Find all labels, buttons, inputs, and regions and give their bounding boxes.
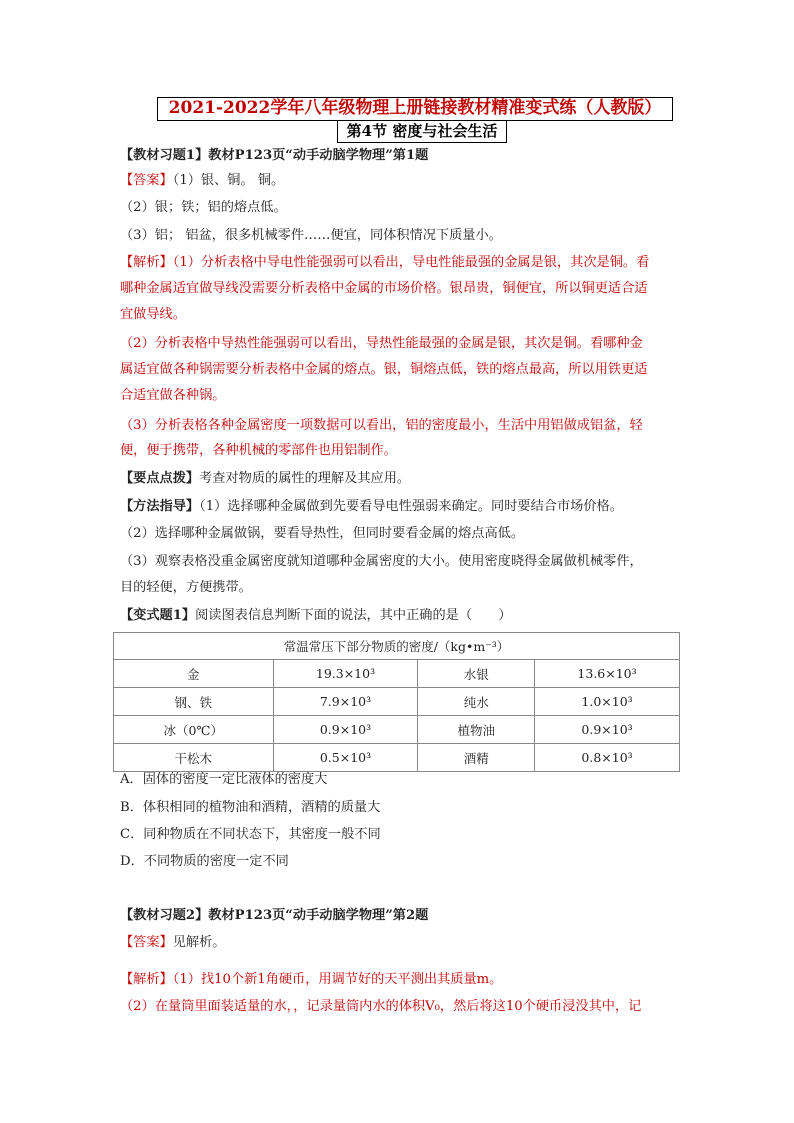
- table-cell: 1.0×10³: [535, 688, 680, 716]
- table-cell: 水银: [418, 660, 535, 688]
- table-row: [114, 660, 680, 688]
- method-line: 目的轻便，方便携带。: [120, 580, 252, 595]
- analysis-line: （3）分析表格各种金属密度一项数据可以看出，铝的密度最小，生活中用铝做成铝盆，轻: [120, 418, 643, 433]
- table-row: [114, 744, 680, 772]
- variant-1-tag: 【变式题1】: [120, 608, 196, 623]
- table-cell: 0.8×10³: [535, 744, 680, 772]
- table-cell: 19.3×10³: [273, 660, 418, 688]
- table-cell: 7.9×10³: [273, 688, 418, 716]
- analysis-line: 属适宜做各种锅需要分析表格中金属的熔点。银，铜熔点低，铁的熔点最高，所以用铁更适: [120, 362, 648, 377]
- table-cell: 植物油: [418, 716, 535, 744]
- exercise-1-heading: 【教材习题1】教材P123页“动手动脑学物理”第1题: [120, 148, 429, 163]
- table-cell: 金: [114, 660, 274, 688]
- analysis-tag: 【解析】: [120, 972, 173, 987]
- analysis-line: [120, 970, 680, 990]
- answer-line: （3）铝； 铝盆，很多机械零件……便宜，同体积情况下质量小。: [120, 228, 502, 243]
- answer-tag: 【答案】: [120, 173, 173, 188]
- method-line: （2）选择哪种金属做锅，要看导热性，但同时要看金属的熔点高低。: [120, 526, 525, 541]
- table-cell: 酒精: [418, 744, 535, 772]
- analysis-text: （1）分析表格中导电性能强弱可以看出，导电性能最强的金属是银，其次是铜。看: [172, 255, 650, 270]
- answer-text: （1）银、铜。 铜。: [172, 173, 285, 188]
- key-points-text: 考查对物质的属性的理解及其应用。: [199, 471, 411, 486]
- table-cell: 冰（0℃）: [114, 716, 274, 744]
- table-cell: 纯水: [418, 688, 535, 716]
- analysis-text: （1）找10个新1角硬币，用调节好的天平测出其质量m。: [172, 972, 503, 987]
- analysis-line: （2）在量筒里面装适量的水，，记录量筒内水的体积V₀，然后将这10个硬币浸没其中，记: [120, 999, 642, 1014]
- density-table-title: 常温常压下部分物质的密度/（kg•m⁻³）: [114, 633, 680, 660]
- table-cell: 干松木: [114, 744, 274, 772]
- density-table: [113, 632, 680, 772]
- method-line: [120, 497, 680, 517]
- document-title: 2021-2022学年八年级物理上册链接教材精准变式练（人教版）: [157, 97, 673, 121]
- key-points-tag: 【要点点拨】: [120, 471, 200, 486]
- answer-line: [120, 933, 680, 953]
- method-tag: 【方法指导】: [120, 499, 200, 514]
- option-c: C．同种物质在不同状态下，其密度一般不同: [120, 827, 381, 842]
- variant-1-text: 阅读图表信息判断下面的说法，其中正确的是（ ）: [195, 608, 512, 623]
- table-row: [114, 688, 680, 716]
- analysis-line: 便，便于携带，各种机械的零部件也用铝制作。: [120, 443, 397, 458]
- variant-1-question: [120, 606, 680, 626]
- analysis-line: 宜做导线。: [120, 307, 186, 322]
- table-cell: 0.9×10³: [535, 716, 680, 744]
- analysis-line: [120, 253, 680, 273]
- answer-line: [120, 171, 680, 191]
- analysis-line: 哪种金属适宜做导线没需要分析表格中金属的市场价格。银昂贵，铜便宜，所以铜更适合适: [120, 281, 648, 296]
- section-title: 第4节 密度与社会生活: [337, 121, 507, 143]
- analysis-tag: 【解析】: [120, 255, 173, 270]
- analysis-line: （2）分析表格中导热性能强弱可以看出，导热性能最强的金属是银，其次是铜。看哪种金: [120, 336, 643, 351]
- method-text: （1）选择哪种金属做到先要看导电性强弱来确定。同时要结合市场价格。: [199, 499, 623, 514]
- table-cell: 0.9×10³: [273, 716, 418, 744]
- answer-line: （2）银；铁；铝的熔点低。: [120, 200, 287, 215]
- option-b: B．体积相同的植物油和酒精，酒精的质量大: [120, 800, 381, 815]
- table-row: [114, 716, 680, 744]
- answer-tag: 【答案】: [120, 935, 173, 950]
- option-a: A．固体的密度一定比液体的密度大: [120, 772, 328, 787]
- answer-text: 见解析。: [172, 935, 226, 950]
- key-points-line: [120, 469, 680, 489]
- method-line: （3）观察表格没重金属密度就知道哪种金属密度的大小。使用密度晓得金属做机械零件，: [120, 554, 643, 569]
- table-cell: 13.6×10³: [535, 660, 680, 688]
- option-d: D．不同物质的密度一定不同: [120, 854, 289, 869]
- analysis-line: 合适宜做各种锅。: [120, 388, 226, 403]
- table-cell: 0.5×10³: [273, 744, 418, 772]
- table-cell: 钢、铁: [114, 688, 274, 716]
- exercise-2-heading: 【教材习题2】教材P123页“动手动脑学物理”第2题: [120, 908, 429, 923]
